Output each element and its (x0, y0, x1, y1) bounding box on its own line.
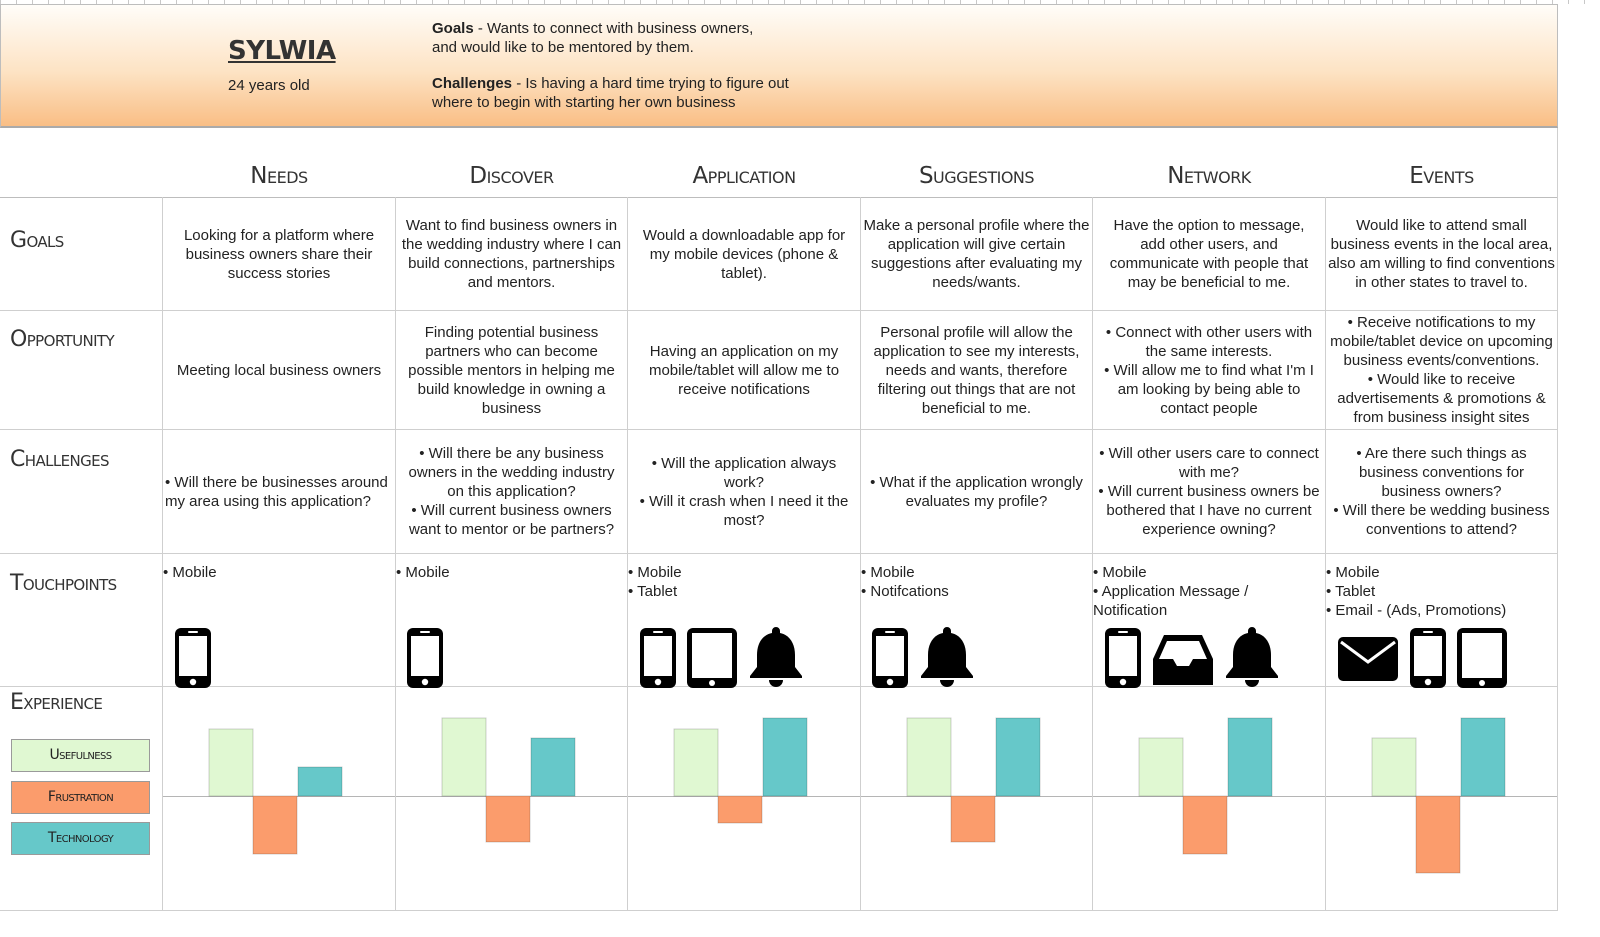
cell-text: • Connect with other users with the same interests. • Will allow me to find what I'm I am looking by being able to contact people (1104, 323, 1314, 417)
challenges-label: Challenges (432, 75, 513, 92)
touchpoint-item: • Tablet (628, 583, 678, 600)
bar-frustration-needs (253, 796, 297, 854)
cell-text: • Will the application always work? • Will it crash when I need it the most? (639, 454, 849, 529)
cell-text: Make a personal profile where the application will give certain suggestions after evaluating my needs/wants. (863, 217, 1090, 291)
cell-text: • Receive notifications to my mobile/tablet device on upcoming business events/conventions. • Would like to receive advertisements & promotions & from business insight sites (1330, 314, 1553, 426)
column-header-application: Application (692, 163, 796, 189)
cell-text: Would like to attend small business events in the local area, also am willing to find conventions in other states to travel to. (1328, 217, 1555, 291)
bar-usefulness-network (1139, 738, 1183, 796)
touchpoint-item: • Mobile (1093, 564, 1147, 581)
row-header-goals: Goals (10, 228, 64, 253)
bar-usefulness-discover (442, 718, 486, 796)
persona-age: 24 years old (228, 77, 310, 94)
bar-frustration-application (718, 796, 762, 823)
bar-technology-application (763, 718, 807, 796)
bar-technology-network (1228, 718, 1272, 796)
bar-usefulness-needs (209, 729, 253, 796)
row-header-touchpoints: Touchpoints (10, 571, 117, 596)
cell-text: Meeting local business owners (176, 361, 382, 379)
cell-text: • Will there be businesses around my area using this application? (165, 473, 388, 510)
touchpoint-item: • Notifcations (861, 583, 949, 600)
cell-text: Having an application on my mobile/tablet will allow me to receive notifications (648, 342, 840, 398)
touchpoint-item: • Mobile (163, 564, 217, 581)
bar-technology-discover (531, 738, 575, 796)
cell-text: Finding potential business partners who can become possible mentors in helping me build knowledge in owning a business (408, 323, 615, 417)
cell-text: Personal profile will allow the application to see my interests, needs and wants, therefore filtering out things that are not beneficial to me. (873, 323, 1080, 417)
goals-text: - Wants to connect with business owners, (473, 20, 754, 37)
bar-usefulness-suggestions (907, 718, 951, 796)
column-header-needs: Needs (250, 163, 308, 189)
bar-usefulness-events (1372, 738, 1416, 796)
touchpoint-item: • Application Message / (1093, 583, 1249, 600)
bar-technology-needs (298, 767, 342, 796)
touchpoint-item: • Mobile (628, 564, 682, 581)
bar-frustration-discover (486, 796, 530, 842)
bar-frustration-network (1183, 796, 1227, 854)
legend-usefulness: Usefulness (11, 739, 150, 772)
persona-goals-line2: and would like to be mentored by them. (432, 39, 694, 56)
touchpoint-item: • Mobile (1326, 564, 1380, 581)
bar-technology-suggestions (996, 718, 1040, 796)
cell-text: • What if the application wrongly evaluates my profile? (870, 473, 1083, 510)
goals-label: Goals (432, 20, 474, 37)
cell-text: • Are there such things as business conventions for business owners? • Will there be wedding business conventions to attend? (1333, 445, 1550, 538)
column-header-discover: Discover (469, 163, 554, 189)
row-header-challenges: Challenges (10, 447, 109, 472)
bar-frustration-events (1416, 796, 1460, 873)
bar-usefulness-application (674, 729, 718, 796)
persona-challenges-line2: where to begin with starting her own business (432, 94, 736, 111)
challenges-text: - Is having a hard time trying to figure out (512, 75, 789, 92)
bar-frustration-suggestions (951, 796, 995, 842)
legend-technology: Technology (11, 822, 150, 855)
legend-frustration: Frustration (11, 781, 150, 814)
touchpoint-item: • Mobile (861, 564, 915, 581)
row-header-experience: Experience (10, 690, 103, 715)
persona-name: SYLWIA (228, 36, 336, 66)
column-header-events: Events (1409, 163, 1474, 189)
touchpoint-item: • Tablet (1326, 583, 1376, 600)
cell-text: Want to find business owners in the wedding industry where I can build connections, partnerships and mentors. (401, 217, 622, 291)
cell-text: Would a downloadable app for my mobile devices (phone & tablet). (642, 226, 846, 282)
cell-text: Looking for a platform where business owners share their success stories (183, 226, 375, 282)
cell-text: • Will other users care to connect with me? • Will current business owners be bothered that I have no current experience owning? (1098, 445, 1320, 538)
cell-text: • Will there be any business owners in the wedding industry on this application? • Will current business owners want to mentor or be partners? (408, 445, 615, 538)
touchpoint-item: • Email - (Ads, Promotions) (1326, 602, 1507, 619)
touchpoint-item: • Mobile (396, 564, 450, 581)
cell-text: Have the option to message, add other users, and communicate with people that may be beneficial to me. (1109, 217, 1309, 291)
bar-technology-events (1461, 718, 1505, 796)
row-header-opportunity: Opportunity (10, 327, 115, 352)
column-header-network: Network (1167, 163, 1251, 189)
column-header-suggestions: Suggestions (918, 163, 1035, 189)
touchpoint-item: Notification (1093, 602, 1168, 619)
